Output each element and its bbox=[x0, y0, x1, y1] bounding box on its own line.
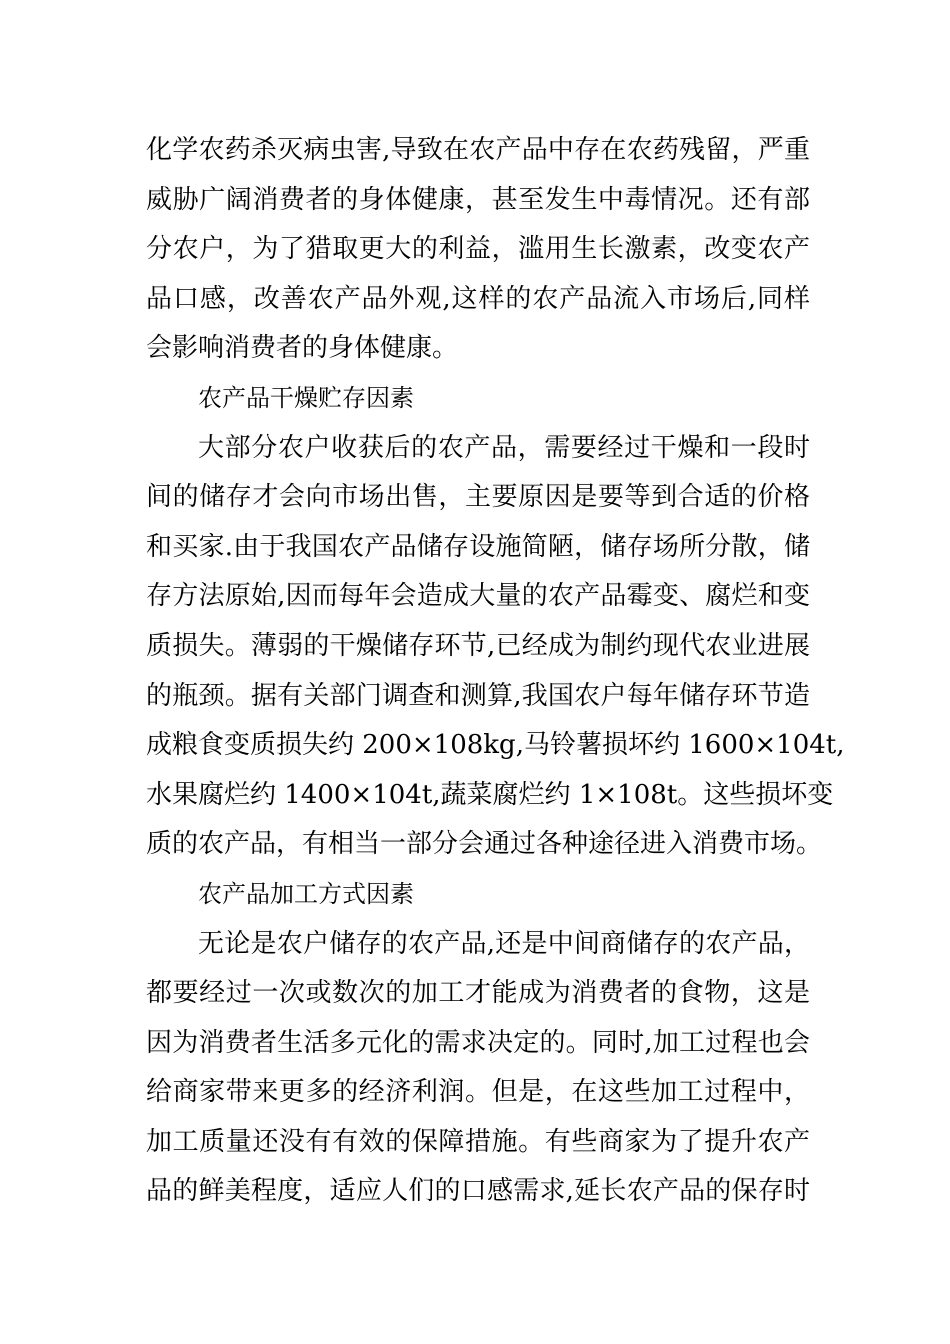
paragraph-line: 分农户，为了猎取更大的利益，滥用生长激素，改变农产 bbox=[146, 234, 810, 265]
paragraph-line: 大部分农户收获后的农产品，需要经过干燥和一段时 bbox=[198, 432, 810, 463]
paragraph-line: 和买家.由于我国农产品储存设施简陋，储存场所分散，储 bbox=[146, 531, 810, 562]
paragraph-line: 质的农产品，有相当一部分会通过各种途径进入消费市场。 bbox=[146, 829, 823, 860]
paragraph-pesticide-hormones bbox=[146, 126, 810, 374]
paragraph-line: 加工质量还没有有效的保障措施。有些商家为了提升农产 bbox=[146, 1126, 810, 1157]
paragraph-line: 间的储存才会向市场出售，主要原因是要等到合适的价格 bbox=[146, 482, 810, 513]
paragraph-line: 质损失。薄弱的干燥储存环节,已经成为制约现代农业进展 bbox=[146, 630, 810, 661]
paragraph-line: 会影响消费者的身体健康。 bbox=[146, 333, 459, 364]
paragraph-line: 成粮食变质损失约 200×108kg,马铃薯损坏约 1600×104t, bbox=[146, 730, 845, 761]
paragraph-drying-storage bbox=[146, 424, 845, 870]
section-heading-drying-storage: 农产品干燥贮存因素 bbox=[198, 383, 414, 412]
section-heading-processing: 农产品加工方式因素 bbox=[198, 879, 414, 908]
paragraph-line: 化学农药杀灭病虫害,导致在农产品中存在农药残留，严重 bbox=[146, 135, 810, 165]
paragraph-line: 水果腐烂约 1400×104t,蔬菜腐烂约 1×108t。这些损坏变 bbox=[146, 779, 834, 810]
paragraph-line: 威胁广阔消费者的身体健康，甚至发生中毒情况。还有部 bbox=[146, 184, 810, 215]
paragraph-line: 都要经过一次或数次的加工才能成为消费者的食物，这是 bbox=[146, 978, 810, 1009]
paragraph-line: 无论是农户储存的农产品,还是中间商储存的农产品， bbox=[198, 928, 810, 959]
paragraph-processing bbox=[146, 920, 810, 1218]
paragraph-line: 存方法原始,因而每年会造成大量的农产品霉变、腐烂和变 bbox=[146, 581, 810, 612]
document-body bbox=[146, 126, 845, 1217]
paragraph-line: 给商家带来更多的经济利润。但是，在这些加工过程中， bbox=[146, 1077, 810, 1108]
paragraph-line: 因为消费者生活多元化的需求决定的。同时,加工过程也会 bbox=[146, 1027, 810, 1058]
paragraph-line: 品口感，改善农产品外观,这样的农产品流入市场后,同样 bbox=[146, 283, 810, 314]
paragraph-line: 品的鲜美程度，适应人们的口感需求,延长农产品的保存时 bbox=[146, 1176, 810, 1207]
paragraph-line: 的瓶颈。据有关部门调查和测算,我国农户每年储存环节造 bbox=[146, 680, 810, 711]
